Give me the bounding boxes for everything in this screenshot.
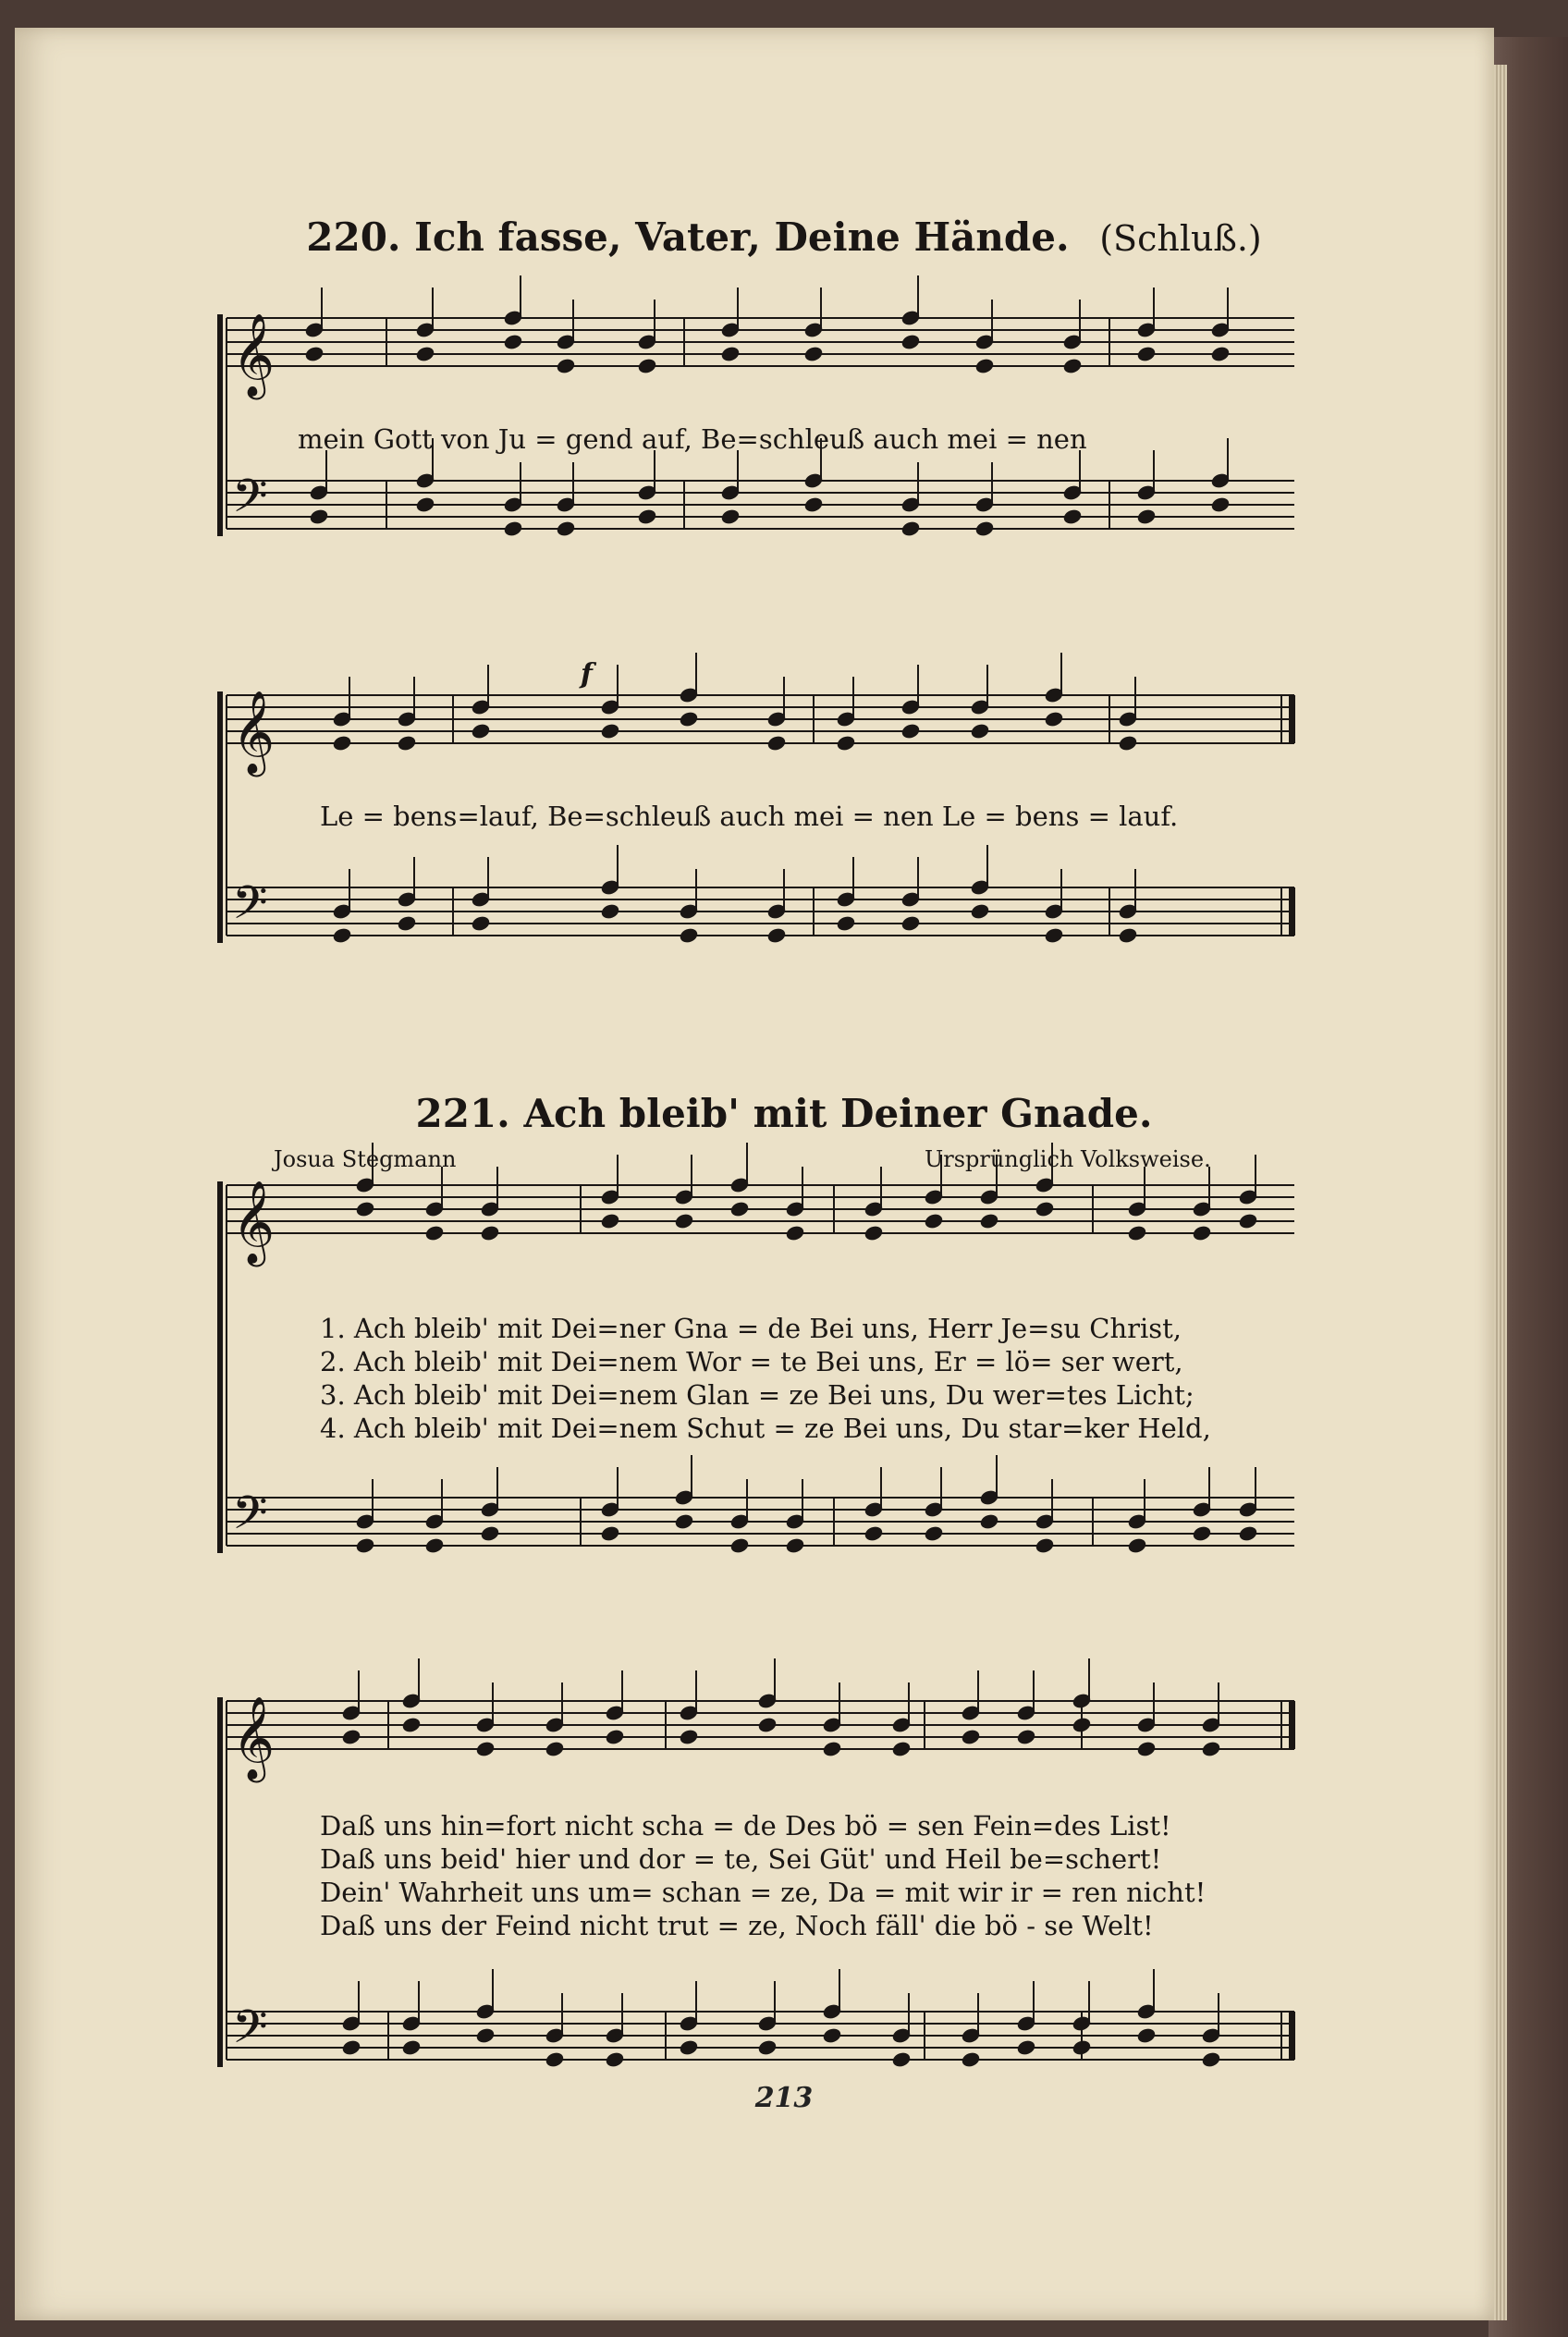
verse-2-line-a: 2. Ach bleib' mit Dei=nem Wor = te Bei uns, Er = lö= ser wert, [320,1346,1183,1377]
verse-1-line-a: 1. Ach bleib' mit Dei=ner Gna = de Bei uns, Herr Je=su Christ, [320,1313,1182,1344]
treble-clef-icon: 𝄞 [232,691,276,774]
hymn-220-suffix: (Schluß.) [1099,218,1262,259]
verse-1-line-b: Daß uns hin=fort nicht scha = de Des bö = sen Fein=des List! [320,1810,1171,1841]
hymn-220-number: 220. [306,214,401,260]
hymn-220-name: Ich fasse, Vater, Deine Hände. [414,214,1070,260]
hymn-220-lyrics-line-1: mein Gott von Ju = gend auf, Be=schleuß auch mei = nen [298,423,1087,455]
verse-3-line-b: Dein' Wahrheit uns um= schan = ze, Da = mit wir ir = ren nicht! [320,1877,1207,1908]
verse-4-line-a: 4. Ach bleib' mit Dei=nem Schut = ze Bei uns, Du star=ker Held, [320,1413,1211,1444]
verse-3-line-a: 3. Ach bleib' mit Dei=nem Glan = ze Bei uns, Du wer=tes Licht; [320,1379,1194,1411]
verse-2-line-b: Daß uns beid' hier und dor = te, Sei Güt' und Heil be=schert! [320,1843,1162,1875]
bass-clef-icon: 𝄢 [232,2001,268,2065]
bass-clef-icon: 𝄢 [232,470,268,534]
hymn-220-title [0,214,1568,260]
treble-clef-icon: 𝄞 [232,1181,276,1264]
hymn-221-name: Ach bleib' mit Deiner Gnade. [523,1091,1153,1136]
hymn-221-number: 221. [415,1091,510,1136]
hymn-221-author: Josua Stegmann [274,1146,457,1172]
treble-clef-icon: 𝄞 [232,313,276,397]
treble-clef-icon: 𝄞 [232,1696,276,1780]
bass-clef-icon: 𝄢 [232,1487,268,1551]
hymn-221-melody-source: Ursprünglich Volksweise. [925,1146,1211,1172]
verse-4-line-b: Daß uns der Feind nicht trut = ze, Noch fäll' die bö - se Welt! [320,1910,1154,1941]
page-number: 213 [754,2082,814,2114]
hymn-221-title [0,1091,1568,1136]
hymn-220-lyrics-line-2: Le = bens=lauf, Be=schleuß auch mei = nen Le = bens = lauf. [320,801,1179,832]
bass-clef-icon: 𝄢 [232,876,268,941]
dynamic-forte: f [581,658,593,691]
